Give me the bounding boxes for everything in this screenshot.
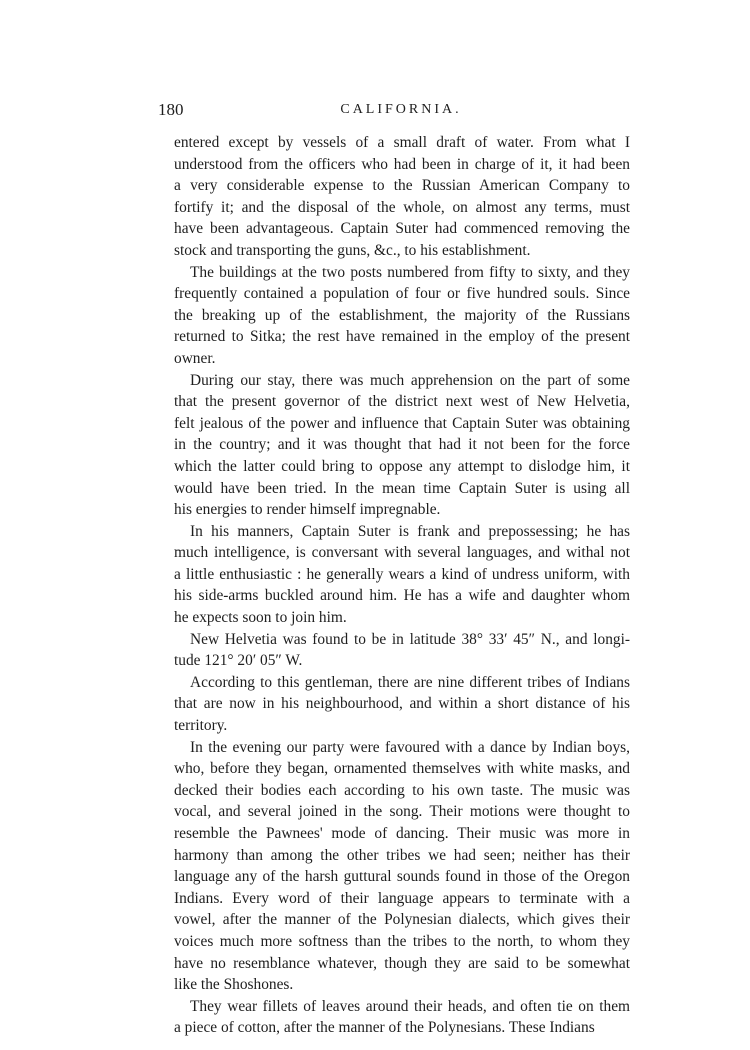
text-line: Indians. Every word of their language appears to terminate with a	[174, 889, 630, 907]
text-line: his side-arms buckled around him. He has a wife and daughter whom	[174, 587, 630, 605]
paragraph	[158, 370, 630, 521]
text-line: fortify it; and the disposal of the whole, on almost any terms, must	[174, 198, 630, 216]
text-line: entered except by vessels of a small draft of water. From what I	[174, 134, 630, 151]
paragraph	[158, 262, 630, 370]
text-line: frequently contained a population of four or five hundred souls. Since	[174, 285, 630, 303]
text-line: owner.	[174, 349, 216, 367]
text-line: vowel, after the manner of the Polynesian dialects, which gives their	[174, 911, 630, 929]
text-line: a piece of cotton, after the manner of the Polynesians. These Indians	[174, 1019, 595, 1037]
text-line: he expects soon to join him.	[174, 609, 347, 627]
text-line: which the latter could bring to oppose any attempt to dislodge him, it	[174, 457, 630, 475]
page-number: 180	[158, 100, 184, 119]
text-line: stock and transporting the guns, &c., to his establishment.	[174, 241, 531, 259]
text-line: territory.	[174, 717, 228, 735]
text-line: much intelligence, is conversant with several languages, and withal not	[174, 544, 630, 562]
text-line: They wear fillets of leaves around their heads, and often tie on them	[190, 997, 630, 1015]
text-line: harmony than among the other tribes we had seen; neither has their	[174, 846, 630, 864]
paragraph	[158, 132, 630, 262]
text-line: a very considerable expense to the Russian American Company to	[174, 177, 630, 195]
text-line: The buildings at the two posts numbered from fifty to sixty, and they	[190, 263, 630, 281]
text-line: decked their bodies each according to his own taste. The music was	[174, 781, 630, 799]
text-line: who, before they began, ornamented themselves with white masks, and	[174, 760, 630, 778]
text-line: In his manners, Captain Suter is frank and prepossessing; he has	[190, 522, 630, 540]
paragraph	[158, 521, 630, 629]
text-line: understood from the officers who had been in charge of it, it had been	[174, 155, 630, 173]
text-line: felt jealous of the power and influence that Captain Suter was obtaining	[174, 414, 630, 432]
text-line: would have been tried. In the mean time Captain Suter is using all	[174, 479, 630, 497]
paragraph	[158, 672, 630, 737]
text-line: During our stay, there was much apprehension on the part of some	[190, 371, 630, 389]
text-line: have no resemblance whatever, though they are said to be somewhat	[174, 954, 630, 972]
text-line: the breaking up of the establishment, the majority of the Russians	[174, 306, 630, 324]
text-line: resemble the Pawnees' mode of dancing. Their music was more in	[174, 825, 630, 842]
text-line: voices much more softness than the tribes to the north, to whom they	[174, 932, 630, 950]
text-line: language any of the harsh guttural sounds found in those of the Oregon	[174, 868, 630, 886]
text-line: that the present governor of the district next west of New Helvetia,	[174, 393, 630, 411]
text-line: his energies to render himself impregnable.	[174, 501, 441, 519]
paragraph	[158, 629, 630, 672]
paragraph	[158, 996, 630, 1039]
text-line: that are now in his neighbourhood, and within a short distance of his	[174, 695, 630, 713]
paragraph	[158, 737, 630, 996]
text-line: like the Shoshones.	[174, 976, 294, 994]
text-line: a little enthusiastic : he generally wears a kind of undress uniform, with	[174, 565, 630, 583]
text-line: returned to Sitka; the rest have remained in the employ of the present	[174, 328, 630, 346]
running-head	[158, 100, 628, 124]
text-line: New Helvetia was found to be in latitude 38° 33′ 45″ N., and longi-	[190, 630, 630, 648]
body-text	[158, 132, 630, 1039]
text-line: in the country; and it was thought that had it not been for the force	[174, 436, 630, 454]
text-line: According to this gentleman, there are nine different tribes of Indians	[190, 673, 630, 691]
text-line: have been advantageous. Captain Suter had commenced removing the	[174, 220, 630, 238]
running-title: CALIFORNIA.	[340, 102, 462, 117]
text-line: tude 121° 20′ 05″ W.	[174, 652, 303, 670]
text-line: In the evening our party were favoured with a dance by Indian boys,	[190, 738, 630, 756]
text-line: vocal, and several joined in the song. Their motions were thought to	[174, 803, 630, 821]
